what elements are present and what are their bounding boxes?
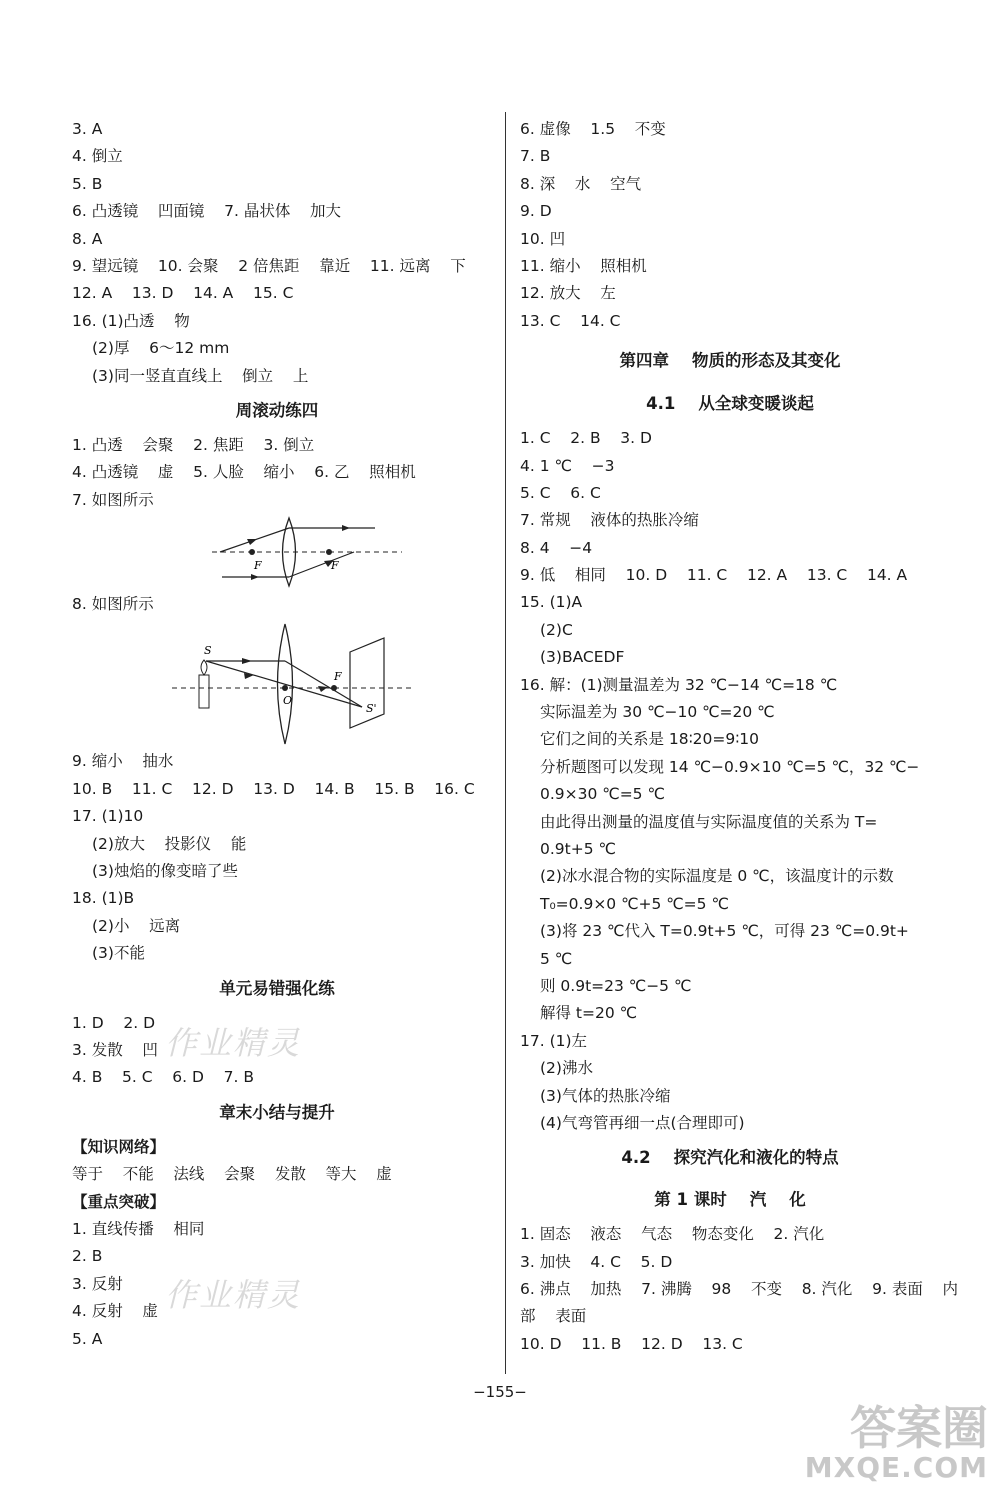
answer-line: 等于 不能 法线 会聚 发散 等大 虚 [72,1165,392,1184]
answer-line: 0.9×30 ℃=5 ℃ [540,785,665,804]
lens-diagram-2 [72,618,482,748]
answer-line: 解得 t=20 ℃ [540,1004,638,1023]
column-divider [505,112,506,1374]
watermark: 作业精灵 [165,1024,302,1062]
left-column [72,116,482,1353]
answer-line: (3)气体的热胀冷缩 [540,1086,671,1105]
answer-line: (3)BACEDF [540,648,625,667]
answer-line: 9. D [520,202,552,221]
subsection-label: 【知识网络】 [72,1137,166,1156]
answer-line: 8. 如图所示 [72,595,154,614]
answer-line: 10. D 11. B 12. D 13. C [520,1334,743,1353]
answer-line: 12. 放大 左 [520,284,616,303]
answer-line: (4)气弯管再细一点(合理即可) [540,1113,745,1132]
focal-label: F [331,559,339,573]
answer-line: 1. 固态 液态 气态 物态变化 2. 汽化 [520,1225,825,1244]
lens-diagram-1 [72,514,482,591]
answer-line: 4. B 5. C 6. D 7. B [72,1068,255,1087]
answer-line: 5. A [72,1329,103,1348]
answer-line: T₀=0.9×0 ℃+5 ℃=5 ℃ [540,894,729,913]
answer-line: 3. 加快 4. C 5. D [520,1252,673,1271]
section-heading: 4.1 从全球变暖谈起 [646,394,814,414]
answer-line: 9. 缩小 抽水 [72,752,174,771]
answer-line: 11. 缩小 照相机 [520,256,647,275]
section-heading: 4.2 探究汽化和液化的特点 [621,1148,839,1168]
focal-label: F [334,670,342,684]
answer-line: 12. A 13. D 14. A 15. C [72,284,294,303]
answer-line: 5 ℃ [540,949,573,968]
answer-line: 9. 低 相同 10. D 11. C 12. A 13. C 14. A [520,566,908,585]
answer-line: (3)烛焰的像变暗了些 [92,862,238,881]
answer-line: 16. 解：(1)测量温差为 32 ℃−14 ℃=18 ℃ [520,675,838,694]
answer-line: 18. (1)B [72,889,135,908]
lesson-heading: 第 1 课时 汽 化 [654,1190,806,1210]
answer-line: 3. A [72,120,103,138]
answer-line: 它们之间的关系是 18∶20=9∶10 [540,730,760,749]
section-heading: 章末小结与提升 [219,1102,335,1122]
answer-line: 10. 凹 [520,229,566,248]
answer-line: 部 表面 [520,1307,587,1326]
answer-line: 8. A [72,229,103,248]
answer-line: 3. 发散 凹 [72,1040,158,1059]
answer-line: 7. 常规 液体的热胀冷缩 [520,511,699,530]
answer-line: (2)沸水 [540,1059,593,1078]
image-label: S' [366,702,377,716]
page-number: −155− [473,1383,527,1401]
answer-line: (3)将 23 ℃代入 T=0.9t+5 ℃，可得 23 ℃=0.9t+ [540,922,909,941]
answer-line: 6. 虚像 1.5 不变 [520,120,666,138]
answer-line: 4. 1 ℃ −3 [520,456,615,475]
answer-line: 5. C 6. C [520,483,601,502]
answer-line: 15. (1)A [520,593,583,612]
answer-line: (2)放大 投影仪 能 [92,834,247,853]
answer-line: 1. C 2. B 3. D [520,429,652,448]
answer-line: (3)不能 [92,944,145,963]
answer-line: 由此得出测量的温度值与实际温度值的关系为 T= [540,812,878,831]
answer-line: (2)小 远离 [92,916,181,935]
answer-line: 6. 沸点 加热 7. 沸腾 98 不变 8. 汽化 9. 表面 内 [520,1280,959,1299]
answer-line: 实际温差为 30 ℃−10 ℃=20 ℃ [540,703,775,722]
subsection-label: 【重点突破】 [72,1192,166,1211]
answer-line: 16. (1)凸透 物 [72,311,190,330]
answer-line: 1. 直线传播 相同 [72,1219,205,1238]
focal-label: F [254,559,262,573]
answer-line: 8. 深 水 空气 [520,174,642,193]
answer-line: 则 0.9t=23 ℃−5 ℃ [540,976,692,995]
answer-line: 13. C 14. C [520,311,621,330]
answer-line: 5. B [72,174,103,193]
answer-line: (2)冰水混合物的实际温度是 0 ℃，该温度计的示数 [540,867,894,886]
right-column [520,116,959,1358]
answer-line: (2)厚 6～12 mm [92,339,230,358]
answer-line: 4. 凸透镜 虚 5. 人脸 缩小 6. 乙 照相机 [72,463,416,482]
optical-center-label: O [283,694,293,708]
answer-line: 17. (1)10 [72,807,144,826]
answer-line: 7. 如图所示 [72,490,154,509]
answer-line: 0.9t+5 ℃ [540,839,616,858]
answer-line: 4. 倒立 [72,147,123,166]
section-heading: 单元易错强化练 [219,978,335,998]
answer-line: 10. B 11. C 12. D 13. D 14. B 15. B 16. C [72,779,475,798]
answer-line: 3. 反射 [72,1274,123,1293]
answer-line: (2)C [540,620,573,639]
answer-line: 17. (1)左 [520,1031,588,1050]
answer-line: 2. B [72,1247,103,1266]
answer-line: 8. 4 −4 [520,538,593,557]
answer-line: 分析题图可以发现 14 ℃−0.9×10 ℃=5 ℃，32 ℃− [540,757,920,776]
answer-line: 6. 凸透镜 凹面镜 7. 晶状体 加大 [72,202,342,221]
watermark: 作业精灵 [165,1276,302,1314]
answer-line: 9. 望远镜 10. 会聚 2 倍焦距 靠近 11. 远离 下 [72,256,466,275]
source-label: S [204,644,212,658]
answer-line: 7. B [520,147,551,166]
answer-line: (3)同一竖直直线上 倒立 上 [92,366,309,385]
answer-line: 4. 反射 虚 [72,1302,158,1321]
chapter-heading: 第四章 物质的形态及其变化 [619,351,841,371]
site-logo: 答案圈 MXQE.COM [804,1401,988,1484]
answer-line: 1. 凸透 会聚 2. 焦距 3. 倒立 [72,435,315,454]
section-heading: 周滚动练四 [235,400,319,420]
answer-line: 1. D 2. D [72,1013,156,1032]
